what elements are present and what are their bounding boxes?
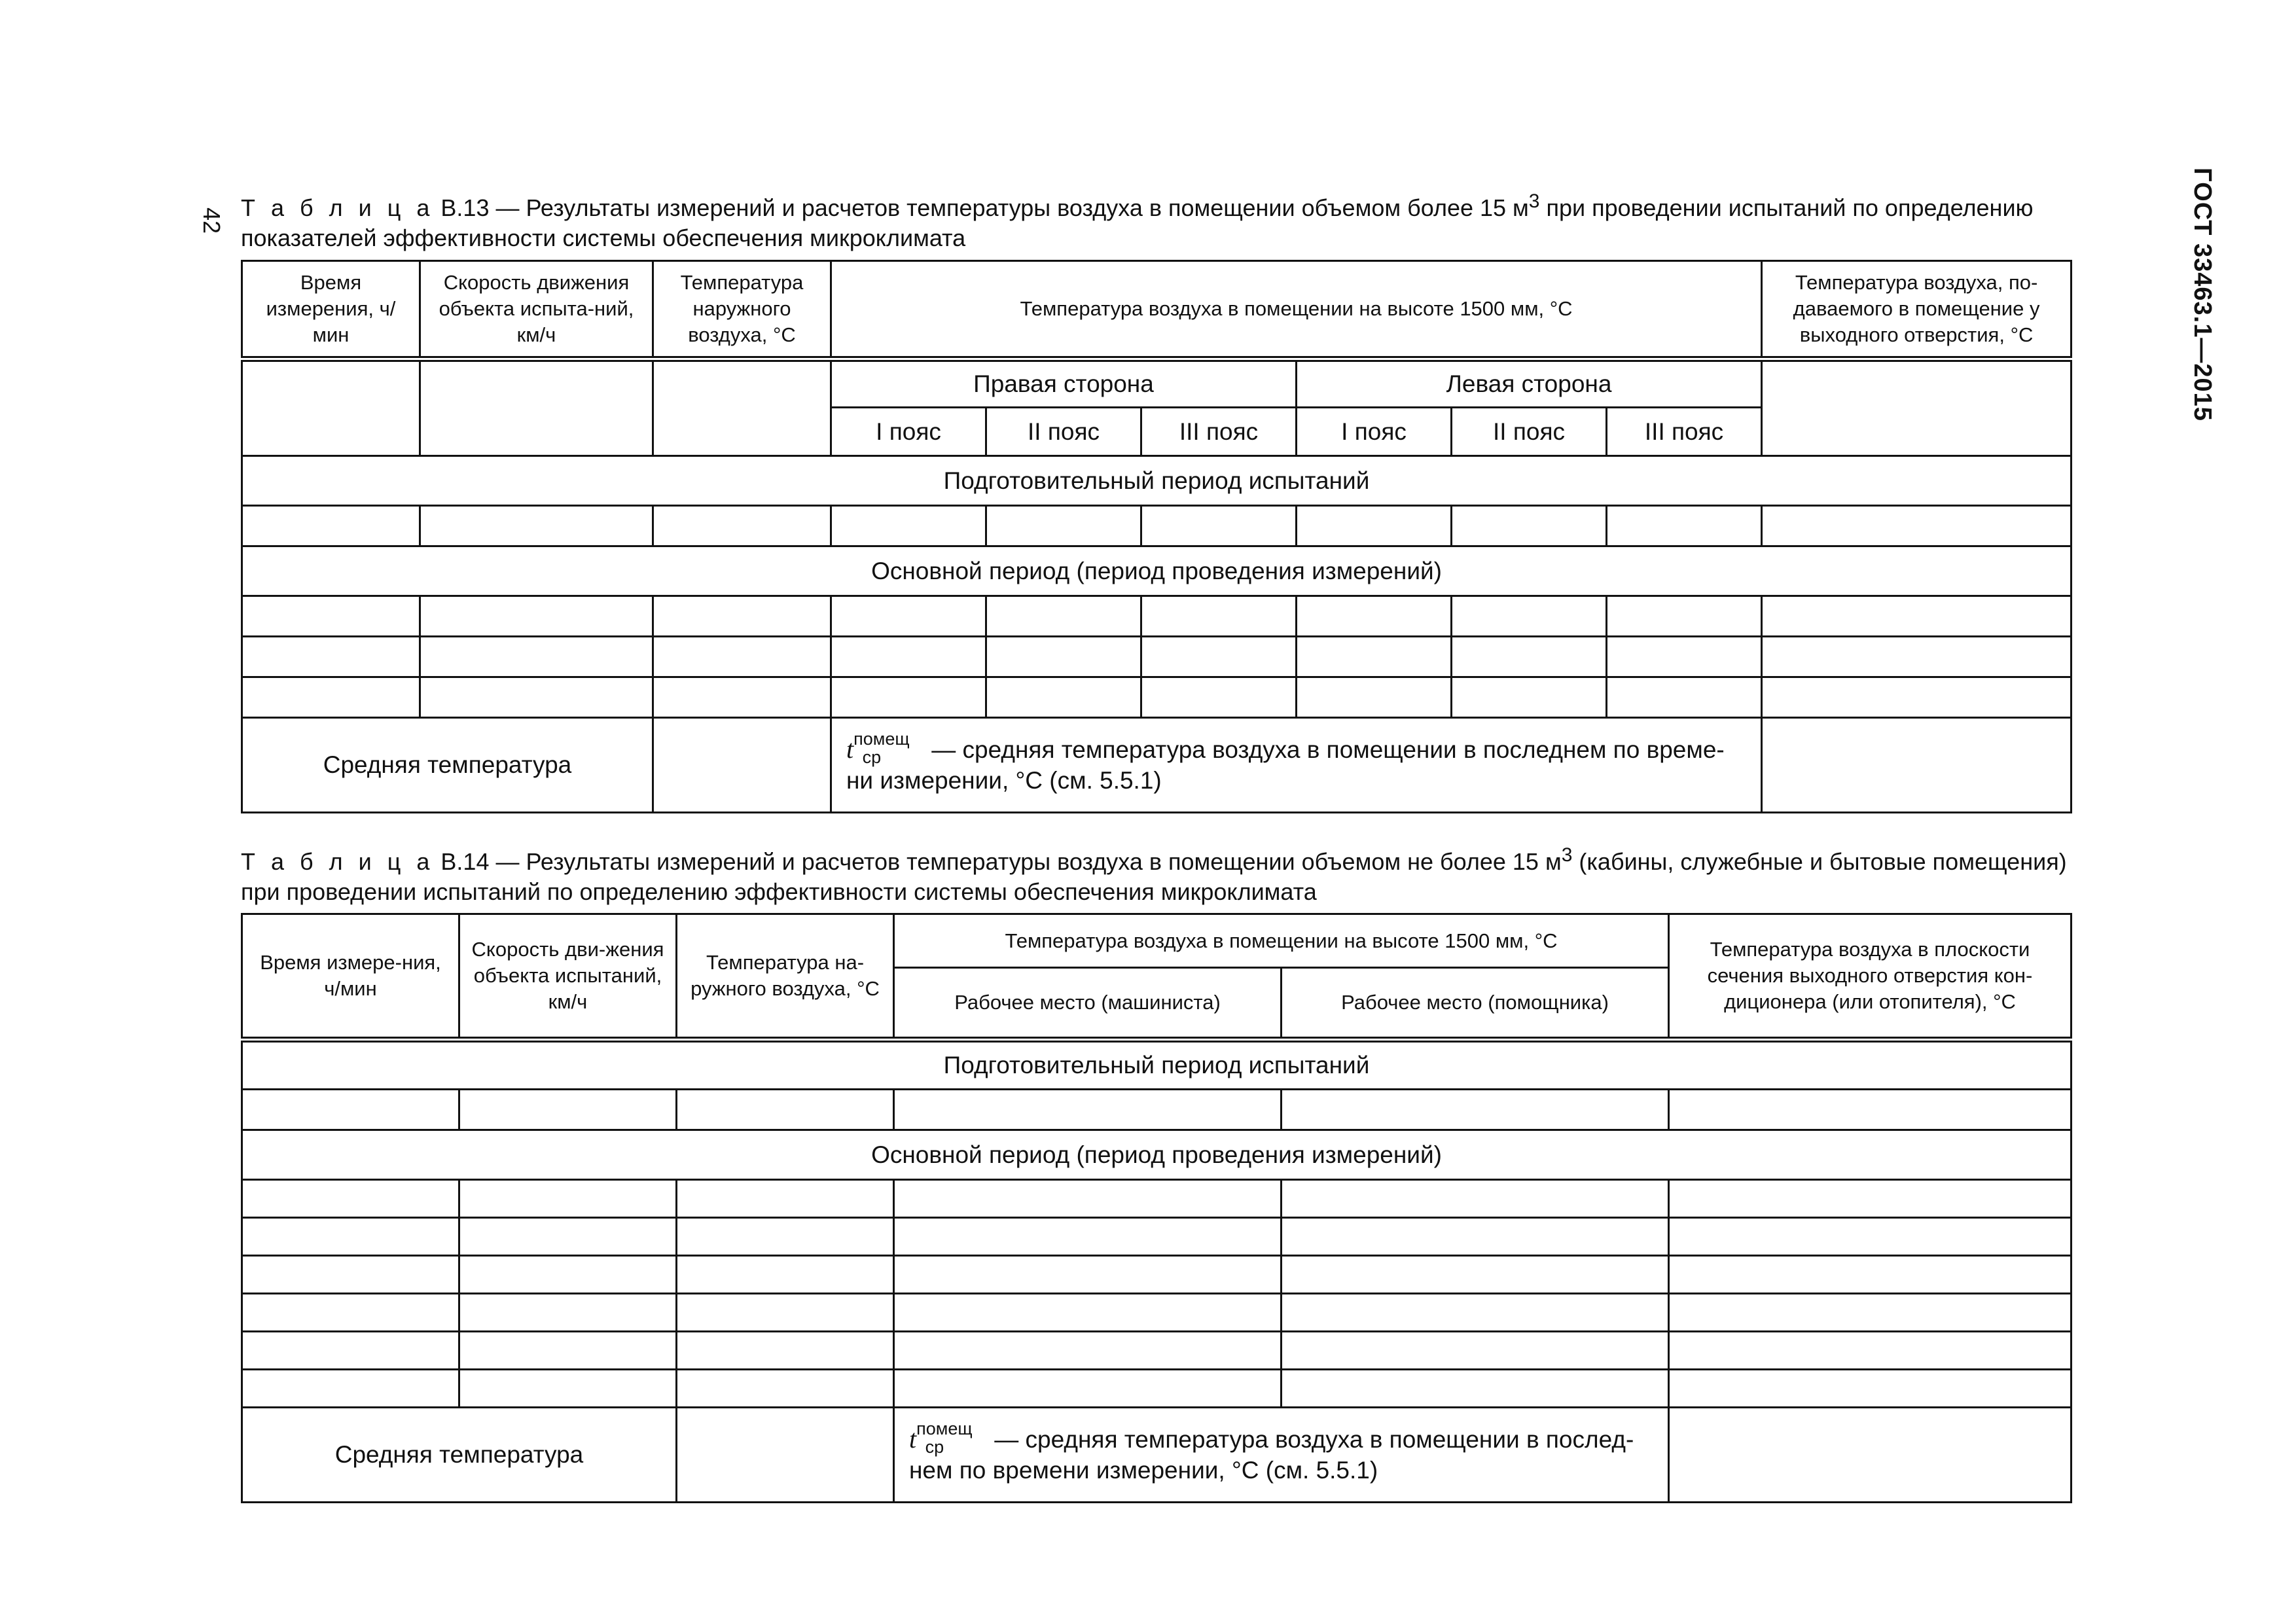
- table-row: [242, 506, 2072, 546]
- empty-cell: [420, 359, 653, 456]
- empty-cell: [242, 359, 420, 456]
- header-belt: I пояс: [1297, 408, 1452, 456]
- table-row: [242, 1256, 2072, 1294]
- header-time: Время измерения, ч/мин: [242, 261, 420, 359]
- caption-prefix: Т а б л и ц а: [241, 194, 435, 221]
- temp-symbol-sup: помещ: [853, 729, 910, 749]
- caption-superscript: 3: [1528, 190, 1540, 212]
- header-belt: I пояс: [831, 408, 986, 456]
- header-belt: III пояс: [1141, 408, 1297, 456]
- table-row: [242, 1332, 2072, 1370]
- empty-cell: [653, 718, 831, 813]
- empty-cell: [1669, 1408, 2072, 1503]
- table-row: [242, 596, 2072, 637]
- average-temp-label: Средняя температура: [242, 1408, 677, 1503]
- average-temp-note: [894, 1408, 1669, 1503]
- section-main-period: Основной период (период проведения измерений): [242, 1130, 2072, 1180]
- caption-text: В.13 — Результаты измерений и расчетов температуры воздуха в помещении объемом более 15 м: [434, 194, 1529, 221]
- table-row: [242, 1370, 2072, 1408]
- table-row: [242, 1180, 2072, 1218]
- table-b13-caption: [241, 187, 2070, 253]
- average-temp-label: Средняя температура: [242, 718, 653, 813]
- section-main-period: Основной период (период проведения измерений): [242, 546, 2072, 596]
- header-outside-temp: Температура на-ружного воздуха, °С: [677, 914, 894, 1040]
- header-belt: II пояс: [986, 408, 1141, 456]
- header-speed: Скорость дви-жения объекта испытаний, км/ч: [459, 914, 677, 1040]
- temp-symbol-sub: ср: [862, 747, 882, 767]
- header-belt: III пояс: [1607, 408, 1762, 456]
- average-temp-note: [831, 718, 1762, 813]
- caption-superscript: 3: [1561, 844, 1573, 866]
- header-time: Время измере-ния, ч/мин: [242, 914, 459, 1040]
- table-row: [242, 637, 2072, 677]
- page-number: 42: [198, 207, 225, 234]
- temp-symbol-sup: помещ: [916, 1419, 973, 1438]
- temp-symbol-sub: ср: [925, 1437, 944, 1457]
- empty-cell: [1762, 359, 2072, 456]
- temp-symbol: t: [846, 734, 854, 764]
- header-speed: Скорость движения объекта испыта-ний, км/ч: [420, 261, 653, 359]
- header-belt: II пояс: [1452, 408, 1607, 456]
- empty-cell: [653, 359, 831, 456]
- table-row: [242, 1090, 2072, 1130]
- header-assistant-workplace: Рабочее место (помощника): [1282, 968, 1669, 1040]
- standard-code: ГОСТ 33463.1—2015: [2189, 168, 2216, 421]
- caption-prefix: Т а б л и ц а: [241, 848, 435, 875]
- section-prep-period: Подготовительный период испытаний: [242, 456, 2072, 506]
- table-b13: [241, 260, 2072, 813]
- empty-cell: [677, 1408, 894, 1503]
- temp-symbol: t: [909, 1424, 917, 1454]
- header-outside-temp: Температура наружного воздуха, °С: [653, 261, 831, 359]
- empty-cell: [1762, 718, 2072, 813]
- table-row: [242, 1294, 2072, 1332]
- section-prep-period: Подготовительный период испытаний: [242, 1040, 2072, 1090]
- header-right-side: Правая сторона: [831, 359, 1297, 408]
- note-text: — средняя температура воздуха в помещении в послед-нем по времени измерении, °С (см. 5.5.1): [909, 1426, 1634, 1484]
- header-outlet-temp: Температура воздуха в плоскости сечения выходного отверстия кон-диционера (или отопителя), °С: [1669, 914, 2072, 1040]
- header-inside-temp: Температура воздуха в помещении на высоте 1500 мм, °С: [894, 914, 1669, 968]
- table-row: [242, 1218, 2072, 1256]
- caption-text-continued: при проведении испытаний по определению показателей эффективности системы обеспечения микроклимата: [241, 194, 2034, 251]
- header-left-side: Левая сторона: [1297, 359, 1762, 408]
- header-inside-temp: Температура воздуха в помещении на высоте 1500 мм, °С: [831, 261, 1762, 359]
- table-b14-caption: [241, 840, 2070, 907]
- caption-text: В.14 — Результаты измерений и расчетов температуры воздуха в помещении объемом не более 15 м: [434, 848, 1562, 875]
- table-b14: [241, 913, 2072, 1503]
- note-text: — средняя температура воздуха в помещении в последнем по време-ни измерении, °С (см. 5.5.1): [846, 736, 1725, 794]
- header-supply-temp: Температура воздуха, по-даваемого в помещение у выходного отверстия, °С: [1762, 261, 2072, 359]
- caption-text-continued: (кабины, служебные и бытовые помещения) при проведении испытаний по определению эффективности системы обеспечения микроклимата: [241, 848, 2067, 905]
- table-row: [242, 677, 2072, 718]
- header-driver-workplace: Рабочее место (машиниста): [894, 968, 1282, 1040]
